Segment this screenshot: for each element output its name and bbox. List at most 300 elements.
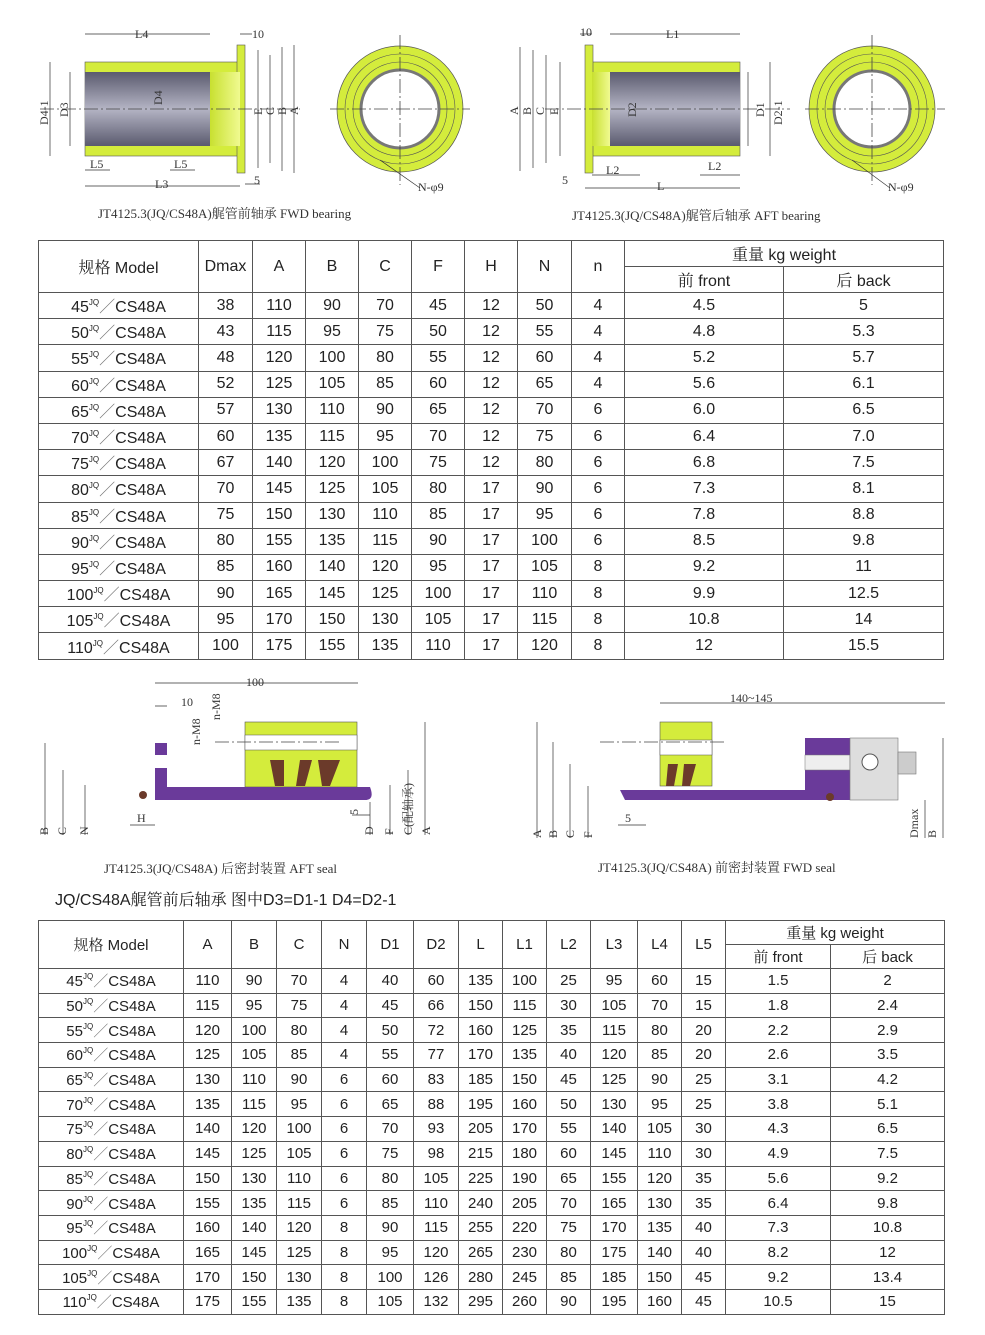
table-cell: 85	[412, 502, 465, 528]
table-cell: 9.8	[784, 528, 944, 554]
model-series: CS48A	[108, 998, 156, 1016]
table-cell: 295	[459, 1289, 503, 1314]
model-number: 100	[62, 1244, 88, 1262]
dimension-label: B	[275, 106, 289, 115]
table-cell: 95	[591, 969, 638, 994]
weight-header: 重量 kg weight	[726, 921, 945, 945]
table-cell: 130	[306, 502, 359, 528]
table-cell: 2.4	[831, 993, 945, 1018]
dimension-label: N-φ9	[418, 180, 444, 194]
model-superscript: JQ	[82, 1046, 94, 1056]
dimension-label: H	[137, 811, 146, 825]
table-cell: 6.0	[625, 397, 784, 423]
table-cell: 70	[518, 397, 572, 423]
table-cell: 80	[277, 1018, 322, 1043]
table-cell: 110	[253, 293, 306, 319]
table-row	[39, 969, 945, 994]
dimension-label: B	[546, 829, 560, 838]
model-cell	[39, 319, 199, 345]
table-cell: 95	[367, 1240, 414, 1265]
table-cell: 7.3	[625, 476, 784, 502]
table-cell: 120	[591, 1043, 638, 1068]
table-cell: 125	[591, 1067, 638, 1092]
model-number: 95	[66, 1220, 83, 1238]
table-cell: 85	[199, 554, 253, 580]
model-number: 110	[67, 639, 93, 657]
table-cell: 145	[184, 1141, 232, 1166]
model-separator: ／	[93, 1146, 109, 1164]
table-cell: 220	[503, 1215, 547, 1240]
table-row	[39, 423, 944, 449]
table-cell: 70	[359, 293, 412, 319]
table-cell: 90	[277, 1067, 322, 1092]
table-cell: 70	[638, 993, 682, 1018]
dimension-label: Dmax	[907, 808, 921, 838]
dimension-label: L	[657, 179, 665, 193]
table-cell: 6	[572, 450, 625, 476]
dimension-label: L2	[708, 159, 722, 173]
dimension-label: D3	[57, 102, 71, 117]
table-cell: 8	[322, 1289, 367, 1314]
table-cell: 6	[322, 1067, 367, 1092]
table-cell: 15	[682, 969, 726, 994]
model-series: CS48A	[108, 1096, 156, 1114]
table-row	[39, 293, 944, 319]
table-cell: 125	[232, 1141, 277, 1166]
table-cell: 50	[547, 1092, 591, 1117]
column-header: n	[572, 241, 625, 293]
model-series: CS48A	[119, 639, 170, 657]
table-cell: 38	[199, 293, 253, 319]
table-cell: 260	[503, 1289, 547, 1314]
model-separator: ／	[99, 534, 116, 552]
table-cell: 140	[184, 1117, 232, 1142]
table-cell: 60	[412, 371, 465, 397]
model-superscript: JQ	[93, 586, 104, 596]
model-cell	[39, 502, 199, 528]
model-cell	[39, 1240, 184, 1265]
table-cell: 35	[547, 1018, 591, 1043]
table-cell: 120	[638, 1166, 682, 1191]
table-cell: 130	[591, 1092, 638, 1117]
model-cell	[39, 1289, 184, 1314]
table-cell: 225	[459, 1166, 503, 1191]
model-separator: ／	[93, 1220, 109, 1238]
table-cell: 132	[414, 1289, 459, 1314]
table-cell: 8	[322, 1265, 367, 1290]
table-cell: 6	[572, 502, 625, 528]
table-cell: 12	[465, 423, 518, 449]
model-number: 105	[62, 1269, 88, 1287]
model-cell	[39, 969, 184, 994]
table-cell: 120	[277, 1215, 322, 1240]
table-row	[39, 993, 945, 1018]
table-cell: 130	[253, 397, 306, 423]
aft-bearing-caption: JT4125.3(JQ/CS48A)艉管后轴承 AFT bearing	[572, 208, 821, 223]
aft-bearing-drawing	[507, 25, 945, 223]
table-cell: 80	[359, 345, 412, 371]
table-cell: 80	[638, 1018, 682, 1043]
table-cell: 155	[232, 1289, 277, 1314]
table-cell: 140	[232, 1215, 277, 1240]
model-cell	[39, 607, 199, 633]
table-cell: 17	[465, 476, 518, 502]
model-cell	[39, 293, 199, 319]
table-cell: 12	[465, 345, 518, 371]
table-cell: 90	[199, 581, 253, 607]
table-cell: 8.2	[726, 1240, 831, 1265]
model-separator: ／	[96, 1294, 112, 1312]
table-cell: 105	[518, 554, 572, 580]
table-cell: 125	[184, 1043, 232, 1068]
table-cell: 17	[465, 607, 518, 633]
table-cell: 6	[322, 1191, 367, 1216]
table-cell: 6	[322, 1092, 367, 1117]
model-series: CS48A	[115, 508, 166, 526]
aft-seal-caption: JT4125.3(JQ/CS48A) 后密封装置 AFT seal	[104, 861, 338, 876]
table-cell: 135	[503, 1043, 547, 1068]
dimension-label: 5	[254, 173, 260, 187]
table-cell: 5.6	[625, 371, 784, 397]
table-cell: 150	[638, 1265, 682, 1290]
table-cell: 165	[184, 1240, 232, 1265]
model-superscript: JQ	[88, 507, 100, 517]
table-row	[39, 345, 944, 371]
table-cell: 120	[359, 554, 412, 580]
table-cell: 12	[465, 293, 518, 319]
dimension-label: 10	[580, 25, 592, 39]
model-number: 105	[66, 613, 94, 631]
table-cell: 195	[459, 1092, 503, 1117]
table-cell: 3.1	[726, 1067, 831, 1092]
model-separator: ／	[93, 1096, 109, 1114]
column-header: L	[459, 921, 503, 969]
model-series: CS48A	[115, 351, 166, 369]
dimension-label: n-M8	[189, 718, 203, 745]
column-header: F	[412, 241, 465, 293]
column-header: N	[322, 921, 367, 969]
table-cell: 6	[322, 1166, 367, 1191]
table-cell: 130	[638, 1191, 682, 1216]
table-cell: 160	[459, 1018, 503, 1043]
model-separator: ／	[99, 430, 116, 448]
table-cell: 215	[459, 1141, 503, 1166]
table-cell: 105	[306, 371, 359, 397]
model-series: CS48A	[115, 430, 166, 448]
table-cell: 110	[359, 502, 412, 528]
table-cell: 155	[184, 1191, 232, 1216]
table-cell: 8	[572, 581, 625, 607]
model-cell	[39, 423, 199, 449]
table-cell: 115	[277, 1191, 322, 1216]
model-superscript: JQ	[87, 1268, 98, 1278]
table-cell: 55	[518, 319, 572, 345]
model-superscript: JQ	[88, 376, 100, 386]
table-cell: 25	[682, 1067, 726, 1092]
dimension-label: L5	[174, 157, 188, 171]
table-cell: 5.7	[784, 345, 944, 371]
model-number: 80	[71, 482, 89, 500]
model-separator: ／	[93, 1022, 109, 1040]
table-cell: 95	[232, 993, 277, 1018]
model-cell	[39, 1092, 184, 1117]
table-cell: 10.5	[726, 1289, 831, 1314]
table-cell: 95	[518, 502, 572, 528]
table-cell: 90	[518, 476, 572, 502]
dimension-label: 10	[181, 695, 193, 709]
table-cell: 8.5	[625, 528, 784, 554]
model-number: 110	[62, 1294, 87, 1312]
dimension-label: E	[251, 107, 265, 115]
model-number: 75	[66, 1121, 83, 1139]
table-cell: 5.6	[726, 1166, 831, 1191]
column-header: L5	[682, 921, 726, 969]
table-cell: 60	[414, 969, 459, 994]
table-cell: 12	[465, 450, 518, 476]
model-superscript: JQ	[88, 455, 100, 465]
model-number: 50	[66, 998, 83, 1016]
table-cell: 4	[572, 371, 625, 397]
table-cell: 25	[547, 969, 591, 994]
table-cell: 6.5	[784, 397, 944, 423]
model-separator: ／	[93, 1072, 109, 1090]
table-cell: 110	[638, 1141, 682, 1166]
dimension-label: n-M8	[209, 693, 223, 720]
table-cell: 130	[359, 607, 412, 633]
model-series: CS48A	[108, 1022, 156, 1040]
table-cell: 100	[199, 633, 253, 659]
table-row	[39, 607, 944, 633]
model-cell	[39, 1265, 184, 1290]
column-header: H	[465, 241, 518, 293]
table-cell: 65	[518, 371, 572, 397]
table-cell: 95	[638, 1092, 682, 1117]
table-row	[39, 1265, 945, 1290]
table-cell: 80	[518, 450, 572, 476]
table-row	[39, 502, 944, 528]
table-cell: 8	[572, 607, 625, 633]
table-cell: 12	[465, 397, 518, 423]
model-superscript: JQ	[82, 1095, 94, 1105]
model-number: 65	[66, 1072, 83, 1090]
column-header: 规格 Model	[39, 921, 184, 969]
model-separator: ／	[99, 403, 116, 421]
column-header: Dmax	[199, 241, 253, 293]
table-cell: 20	[682, 1043, 726, 1068]
table-cell: 5.3	[784, 319, 944, 345]
column-header: A	[253, 241, 306, 293]
model-cell	[39, 1018, 184, 1043]
table-cell: 12	[625, 633, 784, 659]
model-separator: ／	[99, 351, 116, 369]
table-cell: 135	[184, 1092, 232, 1117]
table-cell: 4	[572, 319, 625, 345]
table-cell: 145	[253, 476, 306, 502]
model-number: 85	[66, 1170, 83, 1188]
model-number: 100	[66, 587, 94, 605]
model-separator: ／	[99, 299, 116, 317]
model-superscript: JQ	[88, 559, 100, 569]
table-cell: 55	[547, 1117, 591, 1142]
table-row	[39, 1117, 945, 1142]
table-cell: 265	[459, 1240, 503, 1265]
table-cell: 8.1	[784, 476, 944, 502]
table-cell: 60	[367, 1067, 414, 1092]
table-cell: 80	[412, 476, 465, 502]
table-cell: 65	[367, 1092, 414, 1117]
model-separator: ／	[99, 456, 116, 474]
table-cell: 185	[459, 1067, 503, 1092]
table-cell: 65	[547, 1166, 591, 1191]
model-separator: ／	[99, 377, 116, 395]
table-cell: 120	[184, 1018, 232, 1043]
table-cell: 8	[572, 633, 625, 659]
table-cell: 77	[414, 1043, 459, 1068]
table-cell: 175	[184, 1289, 232, 1314]
table-row	[39, 476, 944, 502]
dimension-label: L3	[155, 177, 169, 191]
table-cell: 6	[572, 528, 625, 554]
model-number: 55	[66, 1022, 83, 1040]
table-cell: 9.8	[831, 1191, 945, 1216]
dimension-label: L2	[606, 163, 620, 177]
seal-spec-table	[38, 240, 944, 660]
table-cell: 88	[414, 1092, 459, 1117]
table-cell: 100	[518, 528, 572, 554]
table-cell: 110	[414, 1191, 459, 1216]
table-row	[39, 1141, 945, 1166]
table-cell: 180	[503, 1141, 547, 1166]
table-cell: 120	[306, 450, 359, 476]
table-cell: 2.9	[831, 1018, 945, 1043]
table-cell: 17	[465, 554, 518, 580]
model-separator: ／	[93, 1047, 109, 1065]
table-cell: 100	[412, 581, 465, 607]
table-cell: 8	[322, 1240, 367, 1265]
table-cell: 105	[232, 1043, 277, 1068]
table-cell: 6	[322, 1141, 367, 1166]
model-cell	[39, 1141, 184, 1166]
table-cell: 4	[322, 993, 367, 1018]
table-cell: 145	[591, 1141, 638, 1166]
table-cell: 280	[459, 1265, 503, 1290]
model-cell	[39, 581, 199, 607]
dimension-label: A	[530, 829, 544, 838]
table-cell: 120	[253, 345, 306, 371]
dimension-label: 140~145	[730, 691, 773, 705]
table-cell: 25	[682, 1092, 726, 1117]
table-cell: 6.5	[831, 1117, 945, 1142]
model-superscript: JQ	[88, 533, 100, 543]
model-series: CS48A	[115, 482, 166, 500]
dimension-label: C	[563, 829, 577, 838]
table-cell: 85	[359, 371, 412, 397]
table-cell: 120	[232, 1117, 277, 1142]
table-row	[39, 1289, 945, 1314]
table-cell: 55	[367, 1043, 414, 1068]
table-cell: 80	[199, 528, 253, 554]
table-cell: 125	[277, 1240, 322, 1265]
table-cell: 70	[199, 476, 253, 502]
table-cell: 7.0	[784, 423, 944, 449]
model-number: 90	[66, 1195, 83, 1213]
table-cell: 95	[412, 554, 465, 580]
model-superscript: JQ	[88, 402, 100, 412]
model-series: CS48A	[115, 534, 166, 552]
table-cell: 4	[322, 1043, 367, 1068]
table-cell: 93	[414, 1117, 459, 1142]
model-superscript: JQ	[93, 612, 104, 622]
table-cell: 1.5	[726, 969, 831, 994]
dimension-label: B	[37, 826, 51, 835]
table-cell: 170	[591, 1215, 638, 1240]
table-cell: 13.4	[831, 1265, 945, 1290]
table-cell: 5.1	[831, 1092, 945, 1117]
table-cell: 2.2	[726, 1018, 831, 1043]
table-cell: 75	[367, 1141, 414, 1166]
dimension-label: C	[533, 106, 547, 115]
table-cell: 70	[547, 1191, 591, 1216]
table-cell: 100	[367, 1265, 414, 1290]
table-cell: 115	[184, 993, 232, 1018]
weight-header: 重量 kg weight	[625, 241, 944, 267]
table-cell: 4	[322, 1018, 367, 1043]
table-row	[39, 1092, 945, 1117]
table-cell: 98	[414, 1141, 459, 1166]
model-series: CS48A	[112, 1244, 160, 1262]
model-series: CS48A	[108, 1146, 156, 1164]
table-cell: 185	[591, 1265, 638, 1290]
column-header: A	[184, 921, 232, 969]
model-number: 95	[71, 560, 89, 578]
column-header: L4	[638, 921, 682, 969]
dimension-label: F	[581, 831, 595, 838]
model-separator: ／	[93, 1195, 109, 1213]
dimension-label: 100	[246, 675, 264, 689]
table-cell: 75	[412, 450, 465, 476]
model-series: CS48A	[112, 1269, 160, 1287]
table-cell: 150	[503, 1067, 547, 1092]
model-cell	[39, 397, 199, 423]
model-cell	[39, 371, 199, 397]
model-cell	[39, 345, 199, 371]
model-number: 70	[71, 430, 89, 448]
table-row	[39, 1191, 945, 1216]
table-cell: 150	[184, 1166, 232, 1191]
table-cell: 66	[414, 993, 459, 1018]
model-cell	[39, 450, 199, 476]
table-cell: 52	[199, 371, 253, 397]
dimension-label: A	[287, 106, 301, 115]
table-cell: 60	[638, 969, 682, 994]
table-cell: 4	[322, 969, 367, 994]
model-number: 70	[66, 1096, 83, 1114]
model-superscript: JQ	[88, 429, 100, 439]
table-cell: 105	[412, 607, 465, 633]
table-cell: 7.3	[726, 1215, 831, 1240]
table-cell: 30	[547, 993, 591, 1018]
table-cell: 60	[547, 1141, 591, 1166]
table-cell: 40	[682, 1215, 726, 1240]
table-cell: 9.2	[625, 554, 784, 580]
table-cell: 65	[412, 397, 465, 423]
model-number: 75	[71, 456, 89, 474]
model-superscript: JQ	[82, 1219, 94, 1229]
dimension-label: C	[55, 826, 69, 835]
model-cell	[39, 993, 184, 1018]
fwd-bearing-drawing	[37, 27, 470, 221]
table-cell: 110	[277, 1166, 322, 1191]
